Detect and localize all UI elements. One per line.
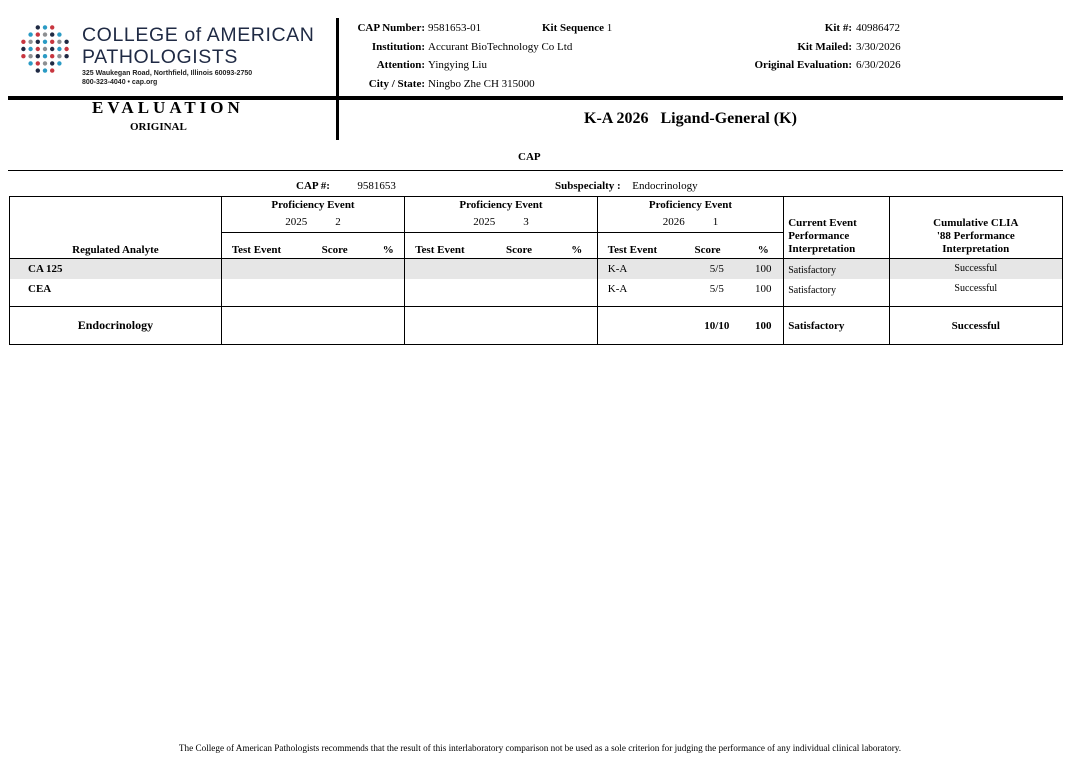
pe-3-num: 1 <box>712 216 719 229</box>
pe-1-year: 2025 <box>285 216 308 229</box>
summary-current: Satisfactory <box>784 307 889 345</box>
kit-mailed-value: 3/30/2026 <box>856 40 901 53</box>
score-cell: 5/5 <box>690 259 743 279</box>
col-test-event-2: Test Event <box>405 233 502 259</box>
table-row <box>10 279 1063 299</box>
cumulative-cell: Successful <box>889 259 1062 279</box>
pe-2-num: 3 <box>523 216 529 229</box>
institution-label: Institution: <box>371 40 425 53</box>
pe-label-1: Proficiency Event <box>221 197 404 213</box>
current-cell: Satisfactory <box>784 259 889 279</box>
kit-labels <box>700 19 852 75</box>
col-test-event-3: Test Event <box>597 233 690 259</box>
subspecialty <box>555 180 698 192</box>
pe-2 <box>405 213 598 233</box>
cumulative-h2: '88 Performance <box>936 230 1015 242</box>
logo-name-line2: PATHOLOGISTS <box>82 46 239 68</box>
kit-number-label: Kit #: <box>824 22 852 34</box>
current-cell: Satisfactory <box>784 279 889 299</box>
pe-1-num: 2 <box>335 216 341 229</box>
col-pct-2: % <box>571 244 583 256</box>
cap-number-value: 9581653-01 <box>428 22 482 34</box>
kit-values <box>856 19 901 75</box>
col-score-1: Score <box>321 244 348 256</box>
summary-score: 10/10 <box>690 307 743 345</box>
logo-address <box>82 69 252 87</box>
analyte-cell: CEA <box>10 279 222 299</box>
evaluation-subtitle: ORIGINAL <box>130 121 187 133</box>
test-event-cell: K-A <box>597 259 690 279</box>
city-value: Ningbo Zhe CH 315000 <box>428 77 535 90</box>
kit-sequence-value: 1 <box>606 22 613 34</box>
current-h3: Interpretation <box>788 243 856 255</box>
col-pct-1: % <box>382 244 394 256</box>
col-pct-3: % <box>757 244 769 256</box>
summary-cumulative: Successful <box>889 307 1062 345</box>
current-h2: Performance <box>788 230 850 242</box>
cap-hash-value: 9581653 <box>357 180 396 192</box>
city-label: City / State: <box>368 77 425 90</box>
institution-value: Accurant BioTechnology Co Ltd <box>428 40 573 53</box>
original-evaluation-label: Original Evaluation: <box>754 59 852 71</box>
cumulative-cell: Successful <box>889 279 1062 299</box>
kit-mailed-label: Kit Mailed: <box>797 40 852 53</box>
kit-sequence <box>542 19 612 38</box>
header-labels <box>344 19 425 93</box>
title-divider <box>336 100 339 140</box>
program-label: CAP <box>518 151 541 163</box>
pe-1 <box>221 213 404 233</box>
current-event-header <box>784 213 889 259</box>
col-analyte: Regulated Analyte <box>10 233 222 259</box>
pe-3 <box>597 213 783 233</box>
current-h1: Current Event <box>788 217 857 229</box>
test-event-cell: K-A <box>597 279 690 299</box>
cumulative-h1: Cumulative CLIA <box>933 217 1019 229</box>
address-line: 325 Waukegan Road, Northfield, Illinois 60093-2750 <box>82 70 253 77</box>
table-row <box>10 259 1063 279</box>
header-divider <box>336 18 339 98</box>
contact-line: 800-323-4040 • cap.org <box>82 79 158 86</box>
original-evaluation-value: 6/30/2026 <box>856 59 901 71</box>
kit-name: Ligand-General (K) <box>660 110 797 127</box>
pe-2-year: 2025 <box>473 216 496 229</box>
subspecialty-value: Endocrinology <box>632 180 698 192</box>
cap-hash-label: CAP #: <box>296 180 330 192</box>
attention-label: Attention: <box>376 59 425 71</box>
pe-label-3: Proficiency Event <box>597 197 783 213</box>
kit-title <box>584 110 797 128</box>
col-test-event-1: Test Event <box>221 233 317 259</box>
logo-name <box>82 24 314 68</box>
cumulative-h3: Interpretation <box>942 243 1010 255</box>
kit-code: K-A 2026 <box>584 110 649 127</box>
pe-label-2: Proficiency Event <box>405 197 598 213</box>
section-rule <box>8 170 1063 171</box>
spacer-row <box>10 299 1063 307</box>
analyte-cell: CA 125 <box>10 259 222 279</box>
summary-row <box>10 307 1063 345</box>
subspecialty-label: Subspecialty : <box>555 180 621 192</box>
summary-pct: 100 <box>743 307 784 345</box>
results-table <box>9 196 1063 345</box>
footer-disclaimer: The College of American Pathologists recommends that the result of this interlaboratory comparison not be used as a sole criterion for judging the performance of any individual clinical laboratory. <box>178 743 902 753</box>
logo-name-line1: COLLEGE of AMERICAN <box>82 24 315 46</box>
pct-cell: 100 <box>743 259 784 279</box>
attention-value: Yingying Liu <box>428 59 487 71</box>
cumulative-header <box>889 213 1062 259</box>
header-row-events <box>10 197 1063 213</box>
cap-number-label: CAP Number: <box>357 22 425 34</box>
score-cell: 5/5 <box>709 282 724 295</box>
col-score-2: Score <box>506 244 533 256</box>
kit-number-value: 40986472 <box>856 22 900 34</box>
col-score-3: Score <box>694 244 721 256</box>
evaluation-title: EVALUATION <box>92 98 244 117</box>
kit-sequence-label: Kit Sequence <box>542 22 605 34</box>
cap-hash <box>296 180 396 192</box>
summary-label: Endocrinology <box>10 307 222 345</box>
pe-3-year: 2026 <box>662 216 685 229</box>
header-row-years <box>10 213 1063 233</box>
cap-logo-icon <box>18 22 72 76</box>
pct-cell: 100 <box>754 282 772 295</box>
